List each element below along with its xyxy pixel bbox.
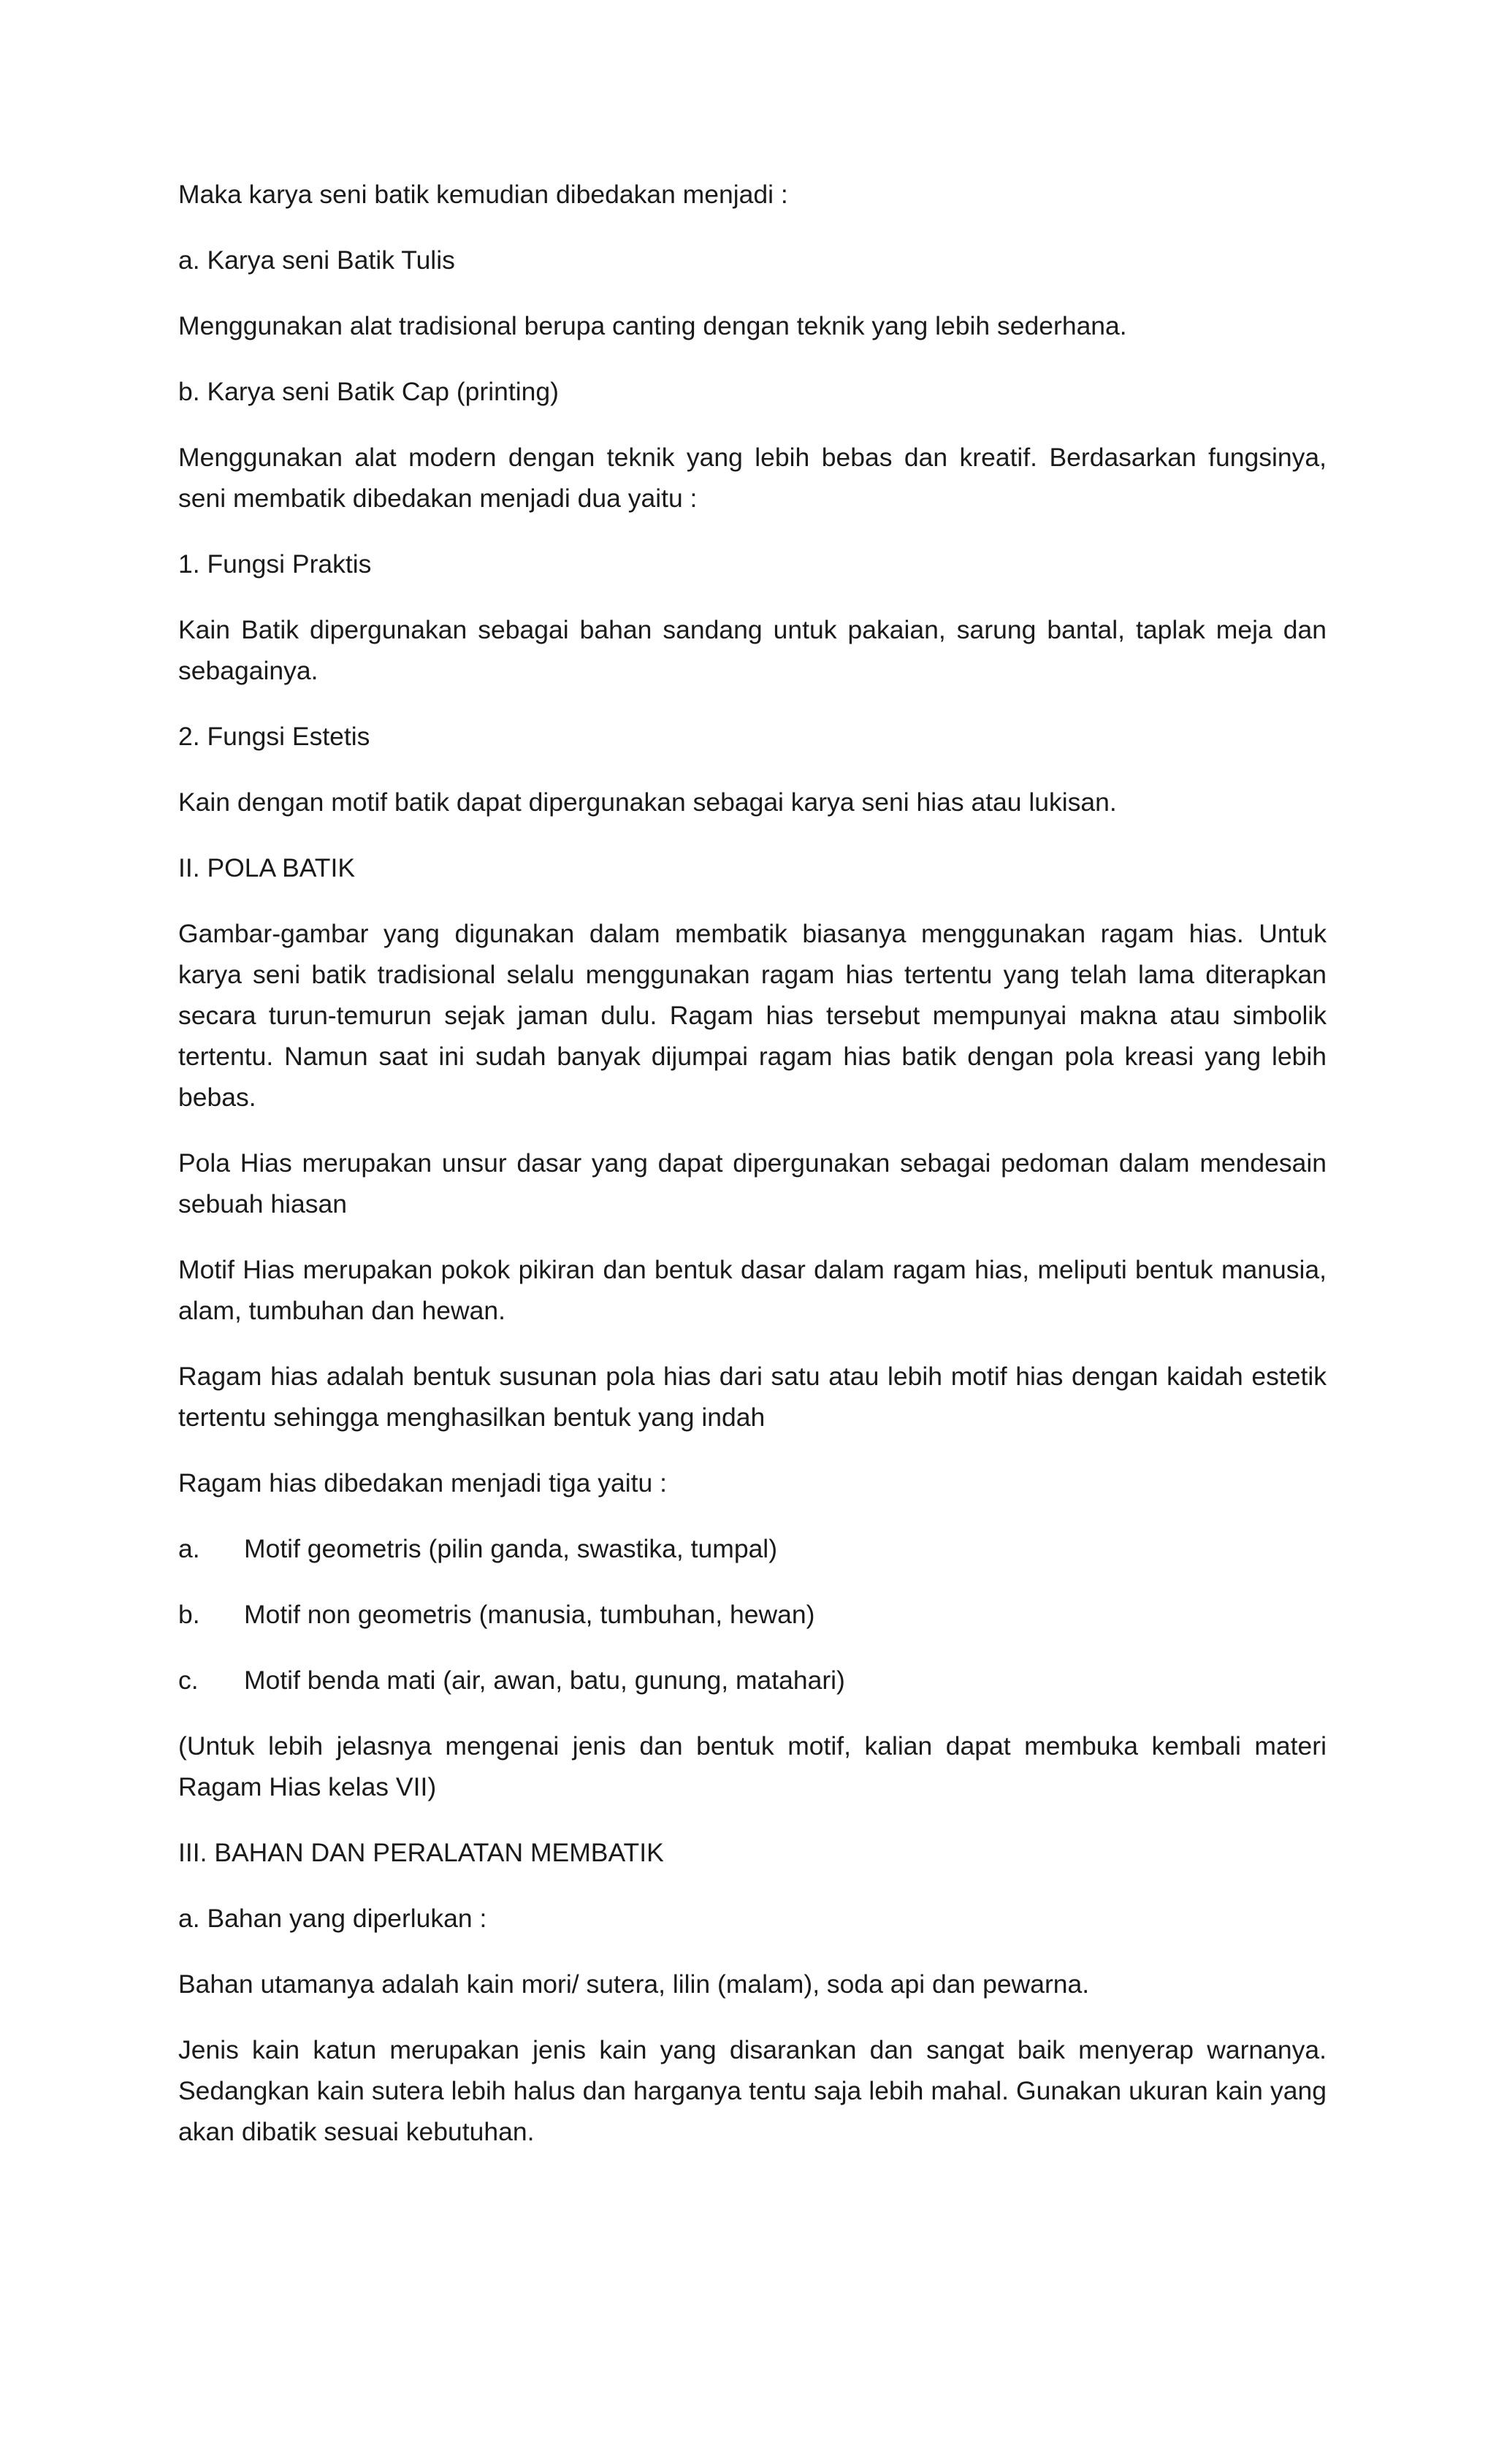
paragraph-pola-batik: Gambar-gambar yang digunakan dalam membatik biasanya menggunakan ragam hias. Untuk karya seni batik tradisional selalu menggunakan ragam hias tertentu yang telah lama diterapkan secara turun-temurun sejak jaman dulu. Ragam hias tersebut mempunyai makna atau simbolik tertentu. Namun saat ini sudah banyak dijumpai ragam hias batik dengan pola kreasi yang lebih bebas. [178,919,1327,1112]
list-item-text: Motif non geometris (manusia, tumbuhan, hewan) [244,1600,815,1629]
heading-batik-tulis: a. Karya seni Batik Tulis [178,245,455,275]
paragraph-batik-cap: Menggunakan alat modern dengan teknik yang lebih bebas dan kreatif. Berdasarkan fungsinya, seni membatik dibedakan menjadi dua yaitu : [178,443,1327,513]
list-item [178,1528,1327,1569]
paragraph-fungsi-estetis: Kain dengan motif batik dapat dipergunakan sebagai karya seni hias atau lukisan. [178,787,1117,817]
paragraph-fungsi-praktis: Kain Batik dipergunakan sebagai bahan sandang untuk pakaian, sarung bantal, taplak meja dan sebagainya. [178,615,1327,685]
paragraph-batik-tulis: Menggunakan alat tradisional berupa canting dengan teknik yang lebih sederhana. [178,311,1127,340]
section-heading-bahan-peralatan: III. BAHAN DAN PERALATAN MEMBATIK [178,1838,664,1867]
document-body [178,174,1327,2177]
paragraph-jenis-kain: Jenis kain katun merupakan jenis kain yang disarankan dan sangat baik menyerap warnanya. Sedangkan kain sutera lebih halus dan harganya tentu saja lebih mahal. Gunakan ukuran kain yang akan dibatik sesuai kebutuhan. [178,2035,1327,2146]
heading-batik-cap: b. Karya seni Batik Cap (printing) [178,377,559,406]
list-item [178,1594,1327,1635]
list-marker: c. [178,1666,199,1695]
list-marker: a. [178,1534,200,1563]
paragraph-ragam-hias: Ragam hias adalah bentuk susunan pola hias dari satu atau lebih motif hias dengan kaidah estetik tertentu sehingga menghasilkan bentuk yang indah [178,1362,1327,1432]
paragraph-intro: Maka karya seni batik kemudian dibedakan menjadi : [178,180,788,209]
section-heading-pola-batik: II. POLA BATIK [178,853,356,882]
list-item-text: Motif geometris (pilin ganda, swastika, tumpal) [244,1534,778,1563]
paragraph-bahan-utama: Bahan utamanya adalah kain mori/ sutera, lilin (malam), soda api dan pewarna. [178,1969,1090,1999]
paragraph-note: (Untuk lebih jelasnya mengenai jenis dan bentuk motif, kalian dapat membuka kembali materi Ragam Hias kelas VII) [178,1731,1327,1801]
paragraph-pola-hias: Pola Hias merupakan unsur dasar yang dapat dipergunakan sebagai pedoman dalam mendesain sebuah hiasan [178,1148,1327,1218]
list-marker: b. [178,1600,200,1629]
paragraph-motif-hias: Motif Hias merupakan pokok pikiran dan bentuk dasar dalam ragam hias, meliputi bentuk manusia, alam, tumbuhan dan hewan. [178,1255,1327,1325]
paragraph-ragam-hias-types: Ragam hias dibedakan menjadi tiga yaitu : [178,1468,667,1498]
heading-bahan: a. Bahan yang diperlukan : [178,1904,487,1933]
list-item-text: Motif benda mati (air, awan, batu, gunung, matahari) [244,1666,845,1695]
list-item [178,1660,1327,1701]
heading-fungsi-estetis: 2. Fungsi Estetis [178,722,370,751]
heading-fungsi-praktis: 1. Fungsi Praktis [178,549,372,579]
